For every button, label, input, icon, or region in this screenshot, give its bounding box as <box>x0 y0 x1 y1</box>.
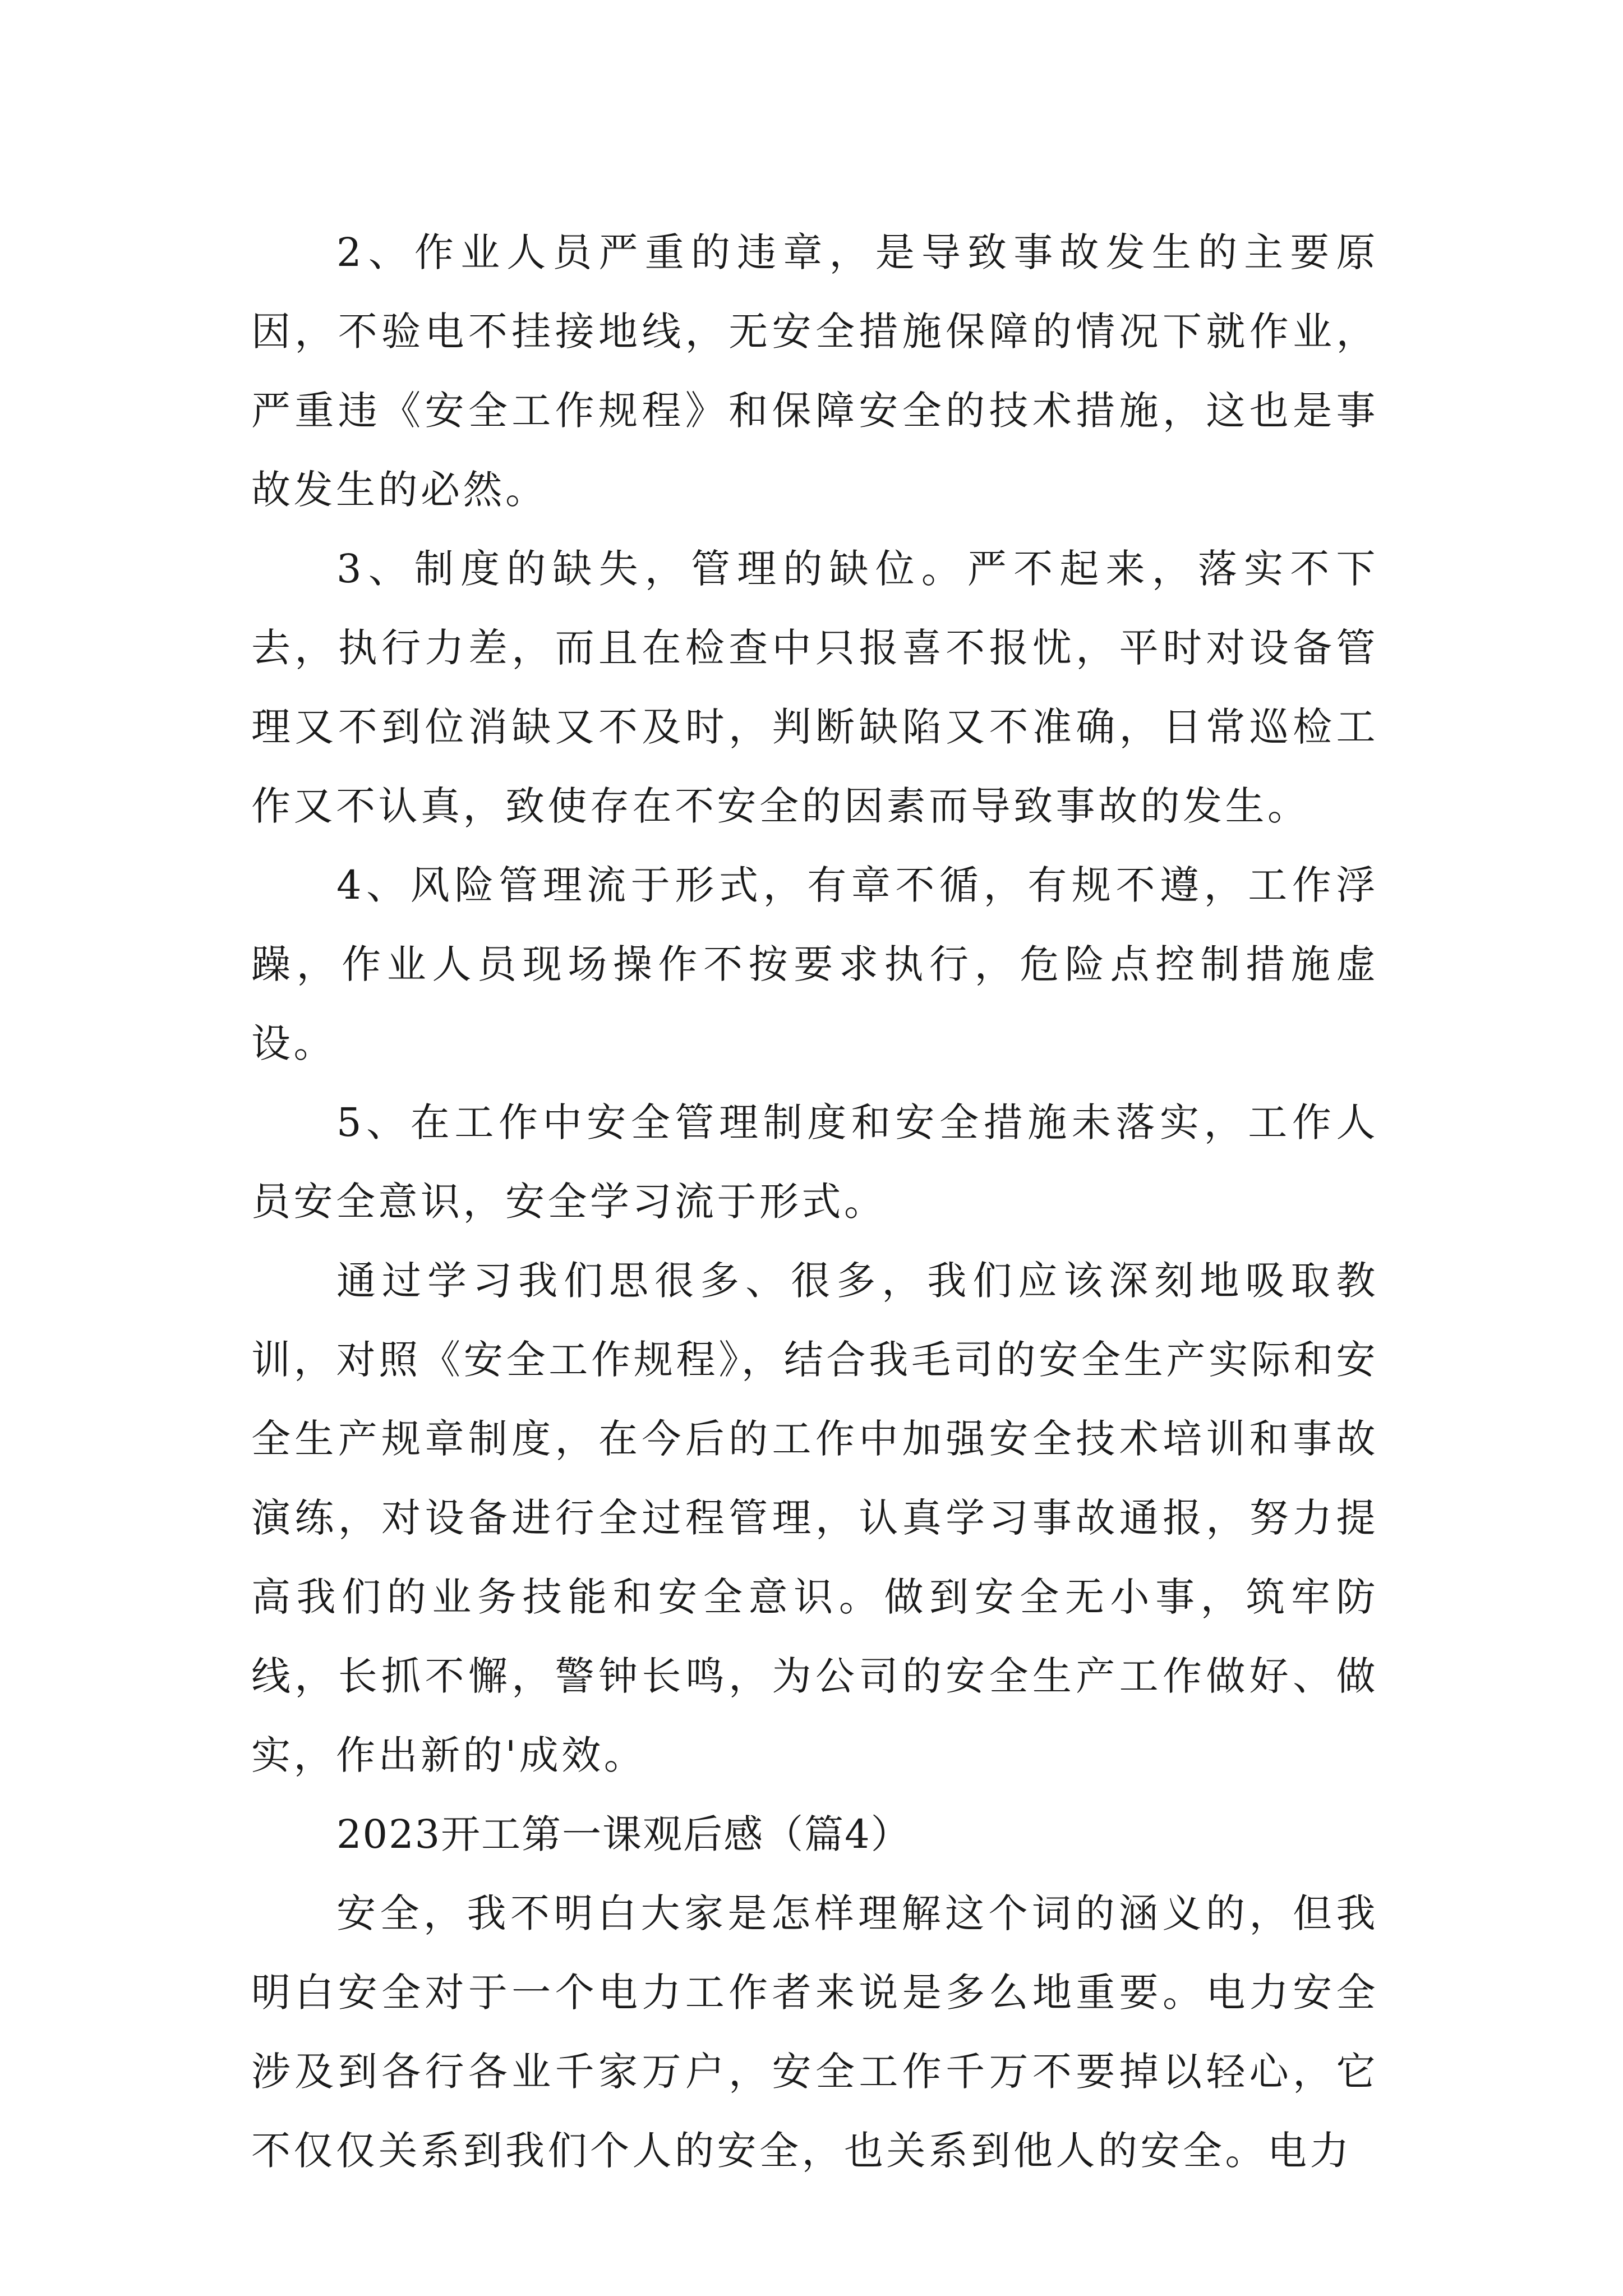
paragraph-point-2: 2、作业人员严重的违章，是导致事故发生的主要原因，不验电不挂接地线，无安全措施保障的情况下就作业，严重违《安全工作规程》和保障安全的技术措施，这也是事故发生的必然。 <box>251 229 1378 513</box>
section-heading: 2023开工第一课观后感（篇4） <box>336 1811 911 1857</box>
paragraph-point-3: 3、制度的缺失，管理的缺位。严不起来，落实不下去，执行力差，而且在检查中只报喜不报忧，平时对设备管理又不到位消缺又不及时，判断缺陷又不准确，日常巡检工作又不认真，致使存在不安全的因素而导致事故的发生。 <box>251 546 1378 829</box>
paragraph-essay-opening: 安全，我不明白大家是怎样理解这个词的涵义的，但我明白安全对于一个电力工作者来说是多么地重要。电力安全涉及到各行各业千家万户，安全工作千万不要掉以轻心，它不仅仅关系到我们个人的安全，也关系到他人的安全。电力 <box>251 1890 1378 2174</box>
paragraph-point-5: 5、在工作中安全管理制度和安全措施未落实，工作人员安全意识，安全学习流于形式。 <box>251 1099 1378 1225</box>
document-body <box>251 213 1378 2191</box>
paragraph-point-4: 4、风险管理流于形式，有章不循，有规不遵，工作浮躁，作业人员现场操作不按要求执行，危险点控制措施虚设。 <box>251 862 1378 1066</box>
paragraph-conclusion: 通过学习我们思很多、很多，我们应该深刻地吸取教训，对照《安全工作规程》，结合我毛司的安全生产实际和安全生产规章制度，在今后的工作中加强安全技术培训和事故演练，对设备进行全过程管理，认真学习事故通报，努力提高我们的业务技能和安全意识。做到安全无小事，筑牢防线，长抓不懈，警钟长鸣，为公司的安全生产工作做好、做实，作出新的'成效。 <box>251 1258 1378 1778</box>
